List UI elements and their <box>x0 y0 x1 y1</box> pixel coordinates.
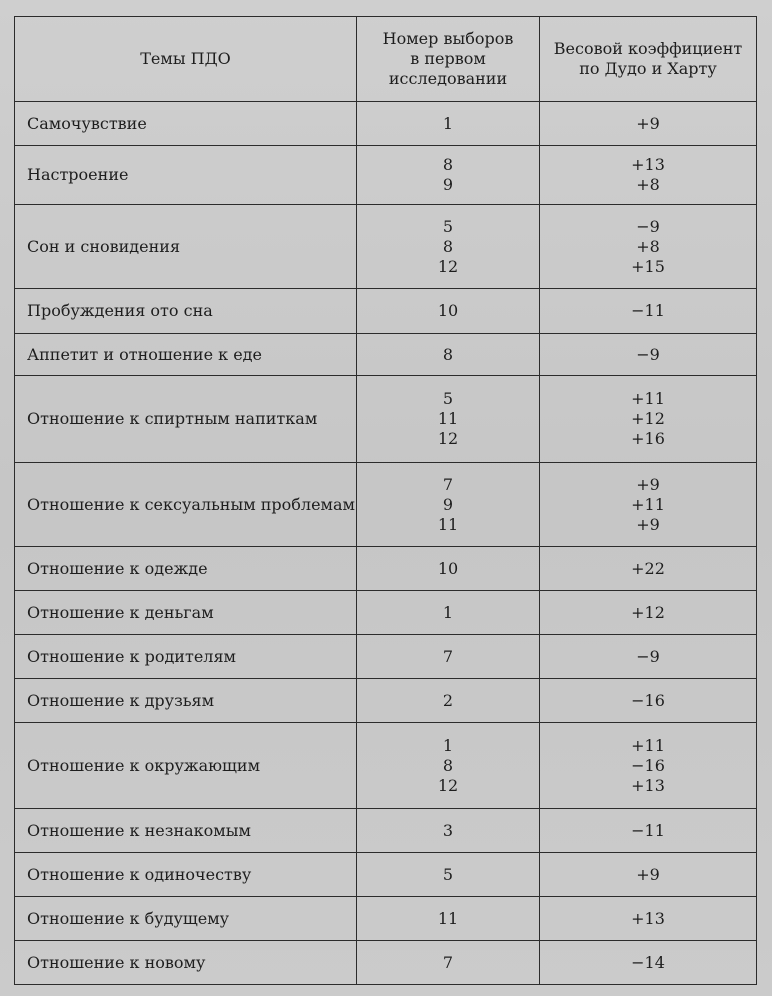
weight-coefficient-value: +9 <box>636 474 660 494</box>
table-body <box>15 102 757 985</box>
choice-number-value: 2 <box>442 690 454 710</box>
weight-coefficient-value: −14 <box>631 952 665 972</box>
choice-number-value: 3 <box>442 820 454 840</box>
choice-number-value: 11 <box>437 908 459 928</box>
weight-coefficient-cell <box>540 635 757 679</box>
choice-number-cell <box>357 853 540 897</box>
header-choice-number <box>357 17 540 102</box>
choice-number-value: 11 <box>437 514 459 534</box>
weight-coefficient-value: +11 <box>631 494 665 514</box>
weight-coefficient-cell <box>540 205 757 289</box>
weight-coefficient-cell <box>540 853 757 897</box>
choice-number-cell <box>357 679 540 723</box>
table-row <box>15 679 757 723</box>
table-row <box>15 547 757 591</box>
weight-coefficient-value: +8 <box>636 236 660 256</box>
table-row <box>15 205 757 289</box>
topic-cell: Сон и сновидения <box>15 205 357 289</box>
choice-number-value: 5 <box>442 389 454 408</box>
weight-coefficient-value: +13 <box>631 155 665 174</box>
weight-coefficient-value: −9 <box>636 646 660 666</box>
choice-number-value: 12 <box>437 256 459 276</box>
topic-cell: Самочувствие <box>15 102 357 146</box>
choice-number-value: 9 <box>442 175 454 194</box>
weight-coefficient-cell <box>540 547 757 591</box>
weight-coefficient-cell <box>540 941 757 985</box>
choice-number-cell <box>357 897 540 941</box>
choice-number-cell <box>357 463 540 547</box>
choice-number-value: 8 <box>442 236 454 256</box>
weight-coefficient-value: +15 <box>631 256 665 276</box>
header-choice-line: в первом <box>410 49 486 68</box>
choice-number-cell <box>357 334 540 376</box>
choice-number-value: 1 <box>442 735 454 755</box>
weight-coefficient-value: −9 <box>636 216 660 236</box>
table-row <box>15 853 757 897</box>
weight-coefficient-value: +16 <box>631 429 665 448</box>
choice-number-value: 9 <box>442 494 454 514</box>
topic-cell: Аппетит и отношение к еде <box>15 334 357 376</box>
header-topic-label: Темы ПДО <box>140 49 231 68</box>
weight-coefficient-cell <box>540 102 757 146</box>
weight-coefficient-value: +13 <box>631 908 665 928</box>
weight-coefficient-cell <box>540 463 757 547</box>
topic-cell: Пробуждения ото сна <box>15 289 357 334</box>
choice-number-cell <box>357 102 540 146</box>
topic-cell: Отношение к незнакомым <box>15 809 357 853</box>
weight-coefficient-cell <box>540 723 757 809</box>
weight-coefficient-value: +11 <box>631 389 665 408</box>
header-choice-line: исследовании <box>388 69 508 88</box>
header-weight-line: по Дудо и Харту <box>579 59 717 78</box>
weight-coefficient-value: +9 <box>636 113 660 133</box>
topic-cell: Отношение к одежде <box>15 547 357 591</box>
choice-number-value: 7 <box>442 952 454 972</box>
weight-coefficient-cell <box>540 679 757 723</box>
choice-number-value: 7 <box>442 474 454 494</box>
table-row <box>15 463 757 547</box>
table-row <box>15 146 757 205</box>
weight-coefficient-cell <box>540 591 757 635</box>
weight-coefficient-cell <box>540 809 757 853</box>
table-row <box>15 376 757 463</box>
topic-cell: Отношение к сексуальным проблемам <box>15 463 357 547</box>
choice-number-cell <box>357 591 540 635</box>
weight-coefficient-cell <box>540 897 757 941</box>
weight-coefficient-value: −16 <box>631 755 665 775</box>
topic-cell: Отношение к одиночеству <box>15 853 357 897</box>
weight-coefficient-value: +9 <box>636 864 660 884</box>
table-row <box>15 897 757 941</box>
choice-number-value: 8 <box>442 155 454 174</box>
weight-coefficient-value: +12 <box>631 409 665 428</box>
choice-number-cell <box>357 941 540 985</box>
weight-coefficient-value: −16 <box>631 690 665 710</box>
choice-number-cell <box>357 376 540 463</box>
table-row <box>15 723 757 809</box>
topic-cell: Отношение к будущему <box>15 897 357 941</box>
pdo-topics-table <box>14 16 757 985</box>
weight-coefficient-cell <box>540 146 757 205</box>
choice-number-value: 10 <box>437 301 459 320</box>
choice-number-value: 12 <box>437 429 459 448</box>
table-row <box>15 289 757 334</box>
topic-cell: Отношение к деньгам <box>15 591 357 635</box>
header-choice-line: Номер выборов <box>382 29 514 48</box>
choice-number-value: 8 <box>442 755 454 775</box>
topic-cell: Отношение к спиртным напиткам <box>15 376 357 463</box>
topic-cell: Отношение к окружающим <box>15 723 357 809</box>
choice-number-value: 7 <box>442 646 454 666</box>
table-row <box>15 102 757 146</box>
choice-number-value: 5 <box>442 864 454 884</box>
table-header <box>15 17 757 102</box>
header-weight-line: Весовой коэффициент <box>553 39 743 58</box>
table-row <box>15 334 757 376</box>
weight-coefficient-value: +8 <box>636 175 660 194</box>
choice-number-cell <box>357 146 540 205</box>
weight-coefficient-value: +13 <box>631 775 665 795</box>
weight-coefficient-value: +11 <box>631 735 665 755</box>
weight-coefficient-value: +12 <box>631 602 665 622</box>
topic-cell: Отношение к друзьям <box>15 679 357 723</box>
choice-number-cell <box>357 205 540 289</box>
choice-number-value: 1 <box>442 113 454 133</box>
choice-number-cell <box>357 289 540 334</box>
choice-number-value: 1 <box>442 602 454 622</box>
choice-number-value: 12 <box>437 775 459 795</box>
choice-number-cell <box>357 809 540 853</box>
weight-coefficient-value: +22 <box>631 558 665 578</box>
weight-coefficient-value: −9 <box>636 344 660 364</box>
choice-number-value: 10 <box>437 558 459 578</box>
header-weight-coefficient <box>540 17 757 102</box>
choice-number-value: 5 <box>442 216 454 236</box>
weight-coefficient-value: +9 <box>636 514 660 534</box>
topic-cell: Отношение к новому <box>15 941 357 985</box>
table-row <box>15 591 757 635</box>
topic-cell: Настроение <box>15 146 357 205</box>
weight-coefficient-cell <box>540 289 757 334</box>
weight-coefficient-value: −11 <box>631 301 665 320</box>
choice-number-cell <box>357 547 540 591</box>
weight-coefficient-cell <box>540 334 757 376</box>
weight-coefficient-cell <box>540 376 757 463</box>
choice-number-value: 8 <box>442 344 454 364</box>
choice-number-value: 11 <box>437 409 459 428</box>
header-row <box>15 17 757 102</box>
table-row <box>15 809 757 853</box>
table-row <box>15 941 757 985</box>
header-topic <box>15 17 357 102</box>
topic-cell: Отношение к родителям <box>15 635 357 679</box>
table-row <box>15 635 757 679</box>
weight-coefficient-value: −11 <box>631 820 665 840</box>
choice-number-cell <box>357 635 540 679</box>
choice-number-cell <box>357 723 540 809</box>
